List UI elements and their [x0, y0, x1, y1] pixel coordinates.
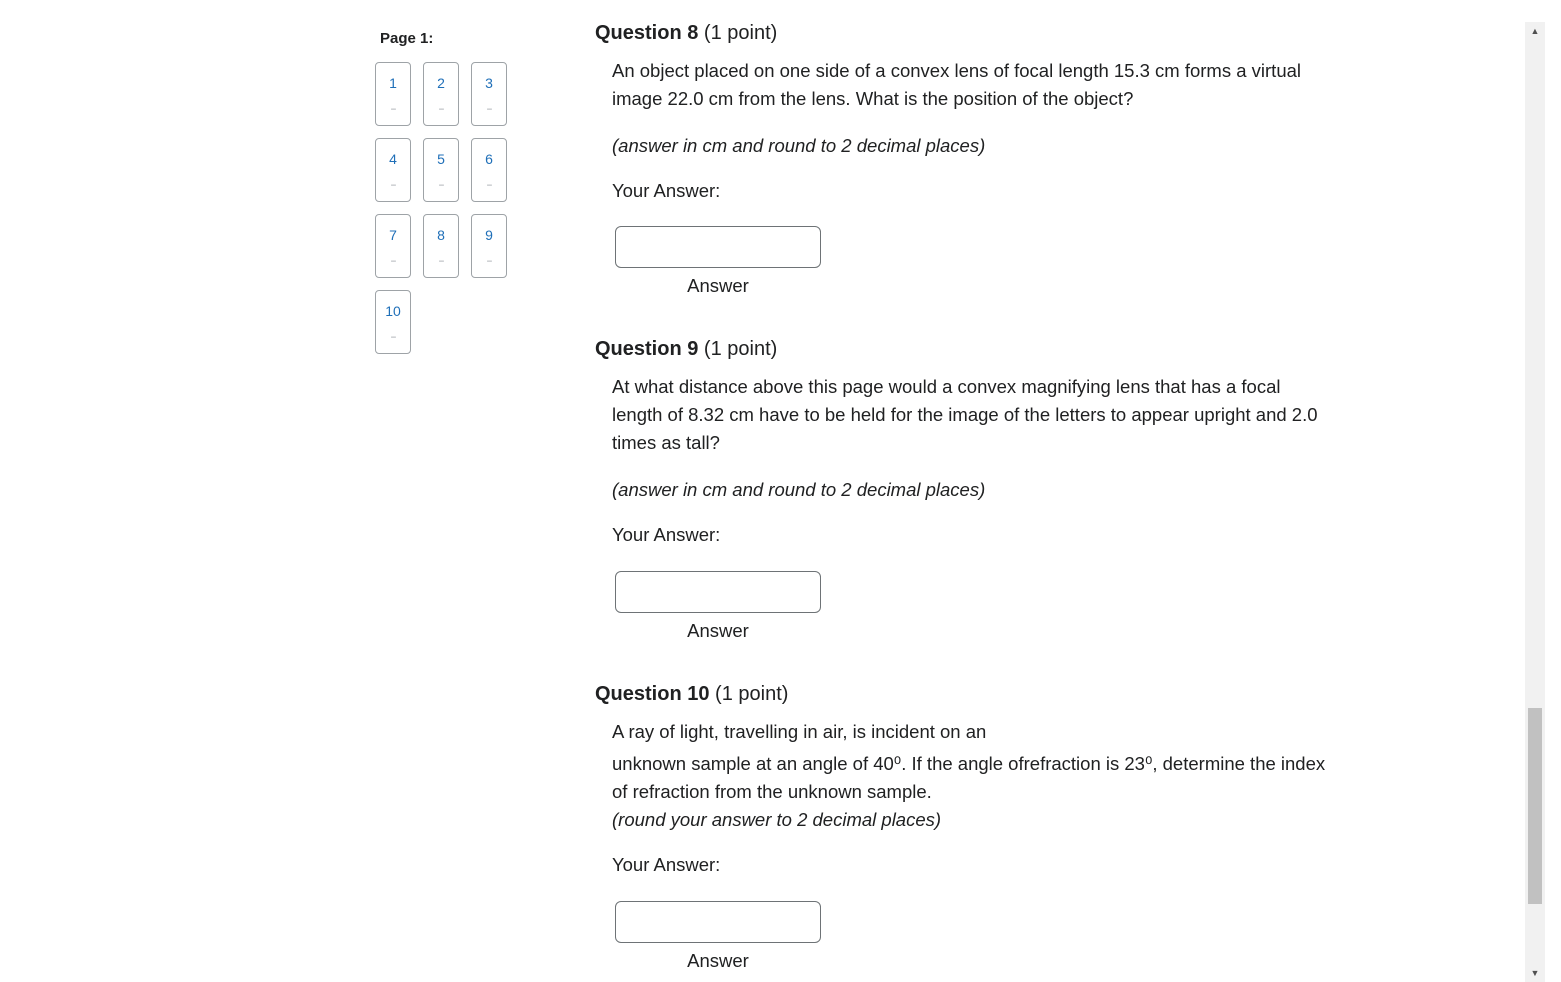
tile-status: --	[486, 180, 492, 191]
answer-label: Answer	[687, 275, 749, 296]
your-answer-label: Your Answer:	[612, 180, 721, 201]
question-tile-5[interactable]	[423, 138, 459, 202]
question-points: (1 point)	[703, 22, 778, 44]
tile-status: --	[438, 104, 444, 115]
question-tile-1[interactable]	[375, 62, 411, 126]
tile-status: --	[486, 104, 492, 115]
question-hint: (answer in cm and round to 2 decimal places)	[612, 479, 986, 500]
question-text: At what distance above this page would a convex magnifying lens that has a focal length of 8.32 cm have to be held for the image of the letters to appear upright and 2.0 times as tall?	[612, 376, 1318, 453]
tile-number: 8	[437, 227, 445, 243]
question-tile-9[interactable]	[471, 214, 507, 278]
question-title: Question 8	[595, 22, 699, 44]
question-points: (1 point)	[703, 338, 778, 360]
scroll-down-arrow-icon[interactable]: ▼	[1530, 968, 1540, 978]
question-hint: (round your answer to 2 decimal places)	[612, 809, 942, 830]
question-text-line1: A ray of light, travelling in air, is incident on an	[612, 721, 987, 742]
question-tile-8[interactable]	[423, 214, 459, 278]
question-tile-2[interactable]	[423, 62, 459, 126]
tile-status: --	[390, 180, 396, 191]
question-title: Question 9	[595, 338, 699, 360]
question-8	[595, 22, 1335, 205]
vertical-scrollbar[interactable]	[1525, 22, 1545, 982]
answer-input-q10[interactable]	[615, 901, 821, 943]
your-answer-label: Your Answer:	[612, 854, 721, 875]
question-tile-6[interactable]	[471, 138, 507, 202]
scroll-up-arrow-icon[interactable]: ▲	[1530, 26, 1540, 36]
tile-number: 5	[437, 151, 445, 167]
question-hint: (answer in cm and round to 2 decimal places)	[612, 135, 986, 156]
question-tile-10[interactable]	[375, 290, 411, 354]
tile-number: 7	[389, 227, 397, 243]
tile-status: --	[390, 104, 396, 115]
page-label: Page 1:	[380, 30, 434, 47]
answer-label: Answer	[687, 950, 749, 971]
question-heading	[595, 338, 1335, 361]
tile-status: --	[390, 256, 396, 267]
answer-label: Answer	[687, 620, 749, 641]
question-10	[595, 683, 1335, 879]
tile-number: 2	[437, 75, 445, 91]
tile-status: --	[438, 256, 444, 267]
question-title: Question 10	[595, 683, 710, 705]
answer-input-q8[interactable]	[615, 226, 821, 268]
question-text: An object placed on one side of a convex lens of focal length 15.3 cm forms a virtual image 22.0 cm from the lens. What is the position of the object?	[612, 60, 1302, 109]
scrollbar-thumb[interactable]	[1528, 708, 1542, 904]
question-tile-7[interactable]	[375, 214, 411, 278]
tile-number: 9	[485, 227, 493, 243]
tile-number: 3	[485, 75, 493, 91]
answer-input-q9[interactable]	[615, 571, 821, 613]
tile-number: 1	[389, 75, 397, 91]
question-tile-3[interactable]	[471, 62, 507, 126]
question-tile-4[interactable]	[375, 138, 411, 202]
tile-number: 6	[485, 151, 493, 167]
question-heading	[595, 683, 1335, 706]
question-heading	[595, 22, 1335, 45]
your-answer-label: Your Answer:	[612, 524, 721, 545]
tile-status: --	[438, 180, 444, 191]
tile-number: 10	[385, 303, 401, 319]
question-points: (1 point)	[715, 683, 789, 705]
question-text-line2: unknown sample at an angle of 40⁰. If the angle ofrefraction is 23⁰, determine the index of refraction from the unknown sample.	[612, 753, 1326, 802]
question-9	[595, 338, 1335, 549]
tile-status: --	[486, 256, 492, 267]
tile-status: --	[390, 332, 396, 343]
tile-number: 4	[389, 151, 397, 167]
